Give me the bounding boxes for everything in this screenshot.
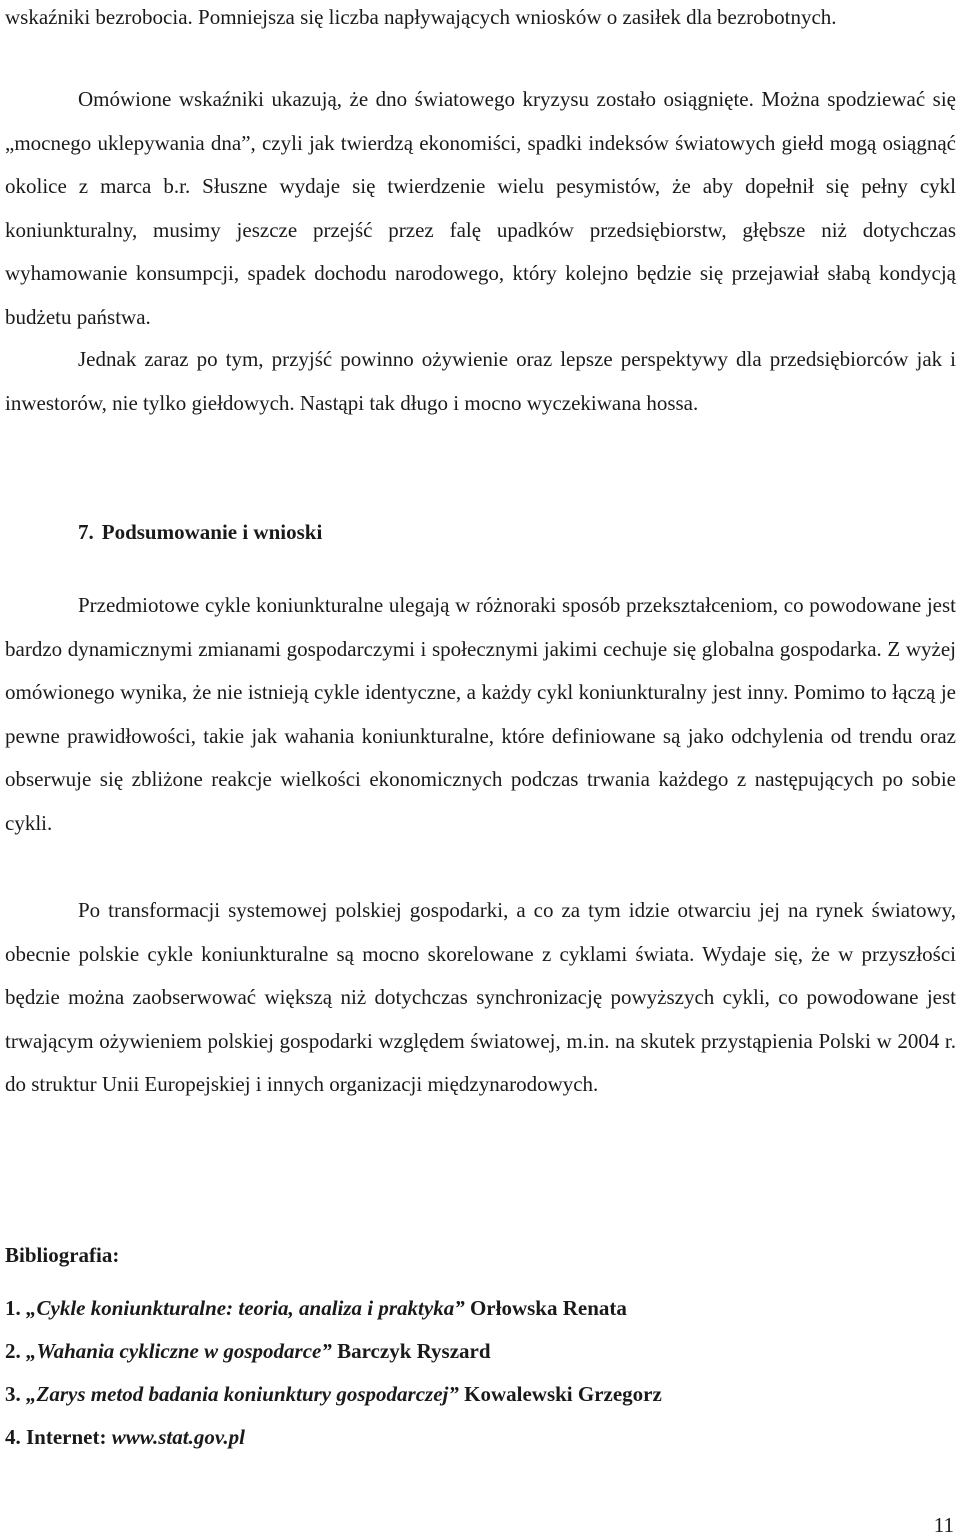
- section-title: Podsumowanie i wnioski: [101, 520, 323, 544]
- bibliography-item-author: Barczyk Ryszard: [331, 1339, 491, 1363]
- page-number: 11: [933, 1513, 954, 1537]
- bibliography-item: [5, 1416, 662, 1459]
- section-heading: [78, 517, 322, 547]
- bibliography-item: [5, 1287, 662, 1330]
- bibliography-item-number: 3.: [5, 1382, 26, 1406]
- bibliography-item-number: 4.: [5, 1425, 26, 1449]
- bibliography-list: [5, 1287, 662, 1459]
- paragraph-intro: wskaźniki bezrobocia. Pomniejsza się liczba napływających wniosków o zasiłek dla bezrobotnych.: [5, 5, 837, 29]
- bibliography-item: [5, 1330, 662, 1373]
- bibliography-item-title: „Cykle koniunkturalne: teoria, analiza i praktyka”: [26, 1296, 465, 1320]
- paragraph-indicators: Omówione wskaźniki ukazują, że dno światowego kryzysu zostało osiągnięte. Można spodziewać się „mocnego uklepywania dna”, czyli jak twierdzą ekonomiści, spadki indeksów światowych giełd mogą osiągnąć okolice z marca b.r. Słuszne wydaje się twierdzenie wielu pesymistów, że aby dopełnił się pełny cykl koniunkturalny, musimy jeszcze przejść przez falę upadków przedsiębiorstw, głębsze niż dotychczas wyhamowanie konsumpcji, spadek dochodu narodowego, który kolejno będzie się przejawiał słabą kondycją budżetu państwa.: [5, 87, 956, 329]
- bibliography-item-title: „Wahania cykliczne w gospodarce”: [26, 1339, 332, 1363]
- paragraph-summary-2: Po transformacji systemowej polskiej gospodarki, a co za tym idzie otwarciu jej na rynek światowy, obecnie polskie cykle koniunkturalne są mocno skorelowane z cyklami świata. Wydaje się, że w przyszłości będzie można zaobserwować większą niż dotychczas synchronizację powyższych cykli, co powodowane jest trwającym ożywieniem polskiej gospodarki względem światowej, m.in. na skutek przystąpienia Polski w 2004 r. do struktur Unii Europejskiej i innych organizacji międzynarodowych.: [5, 898, 956, 1096]
- bibliography-item-label: Internet:: [26, 1425, 112, 1449]
- bibliography-heading: Bibliografia:: [5, 1243, 120, 1267]
- bibliography-item-title: „Zarys metod badania koniunktury gospodarczej”: [26, 1382, 459, 1406]
- bibliography-item-number: 1.: [5, 1296, 26, 1320]
- bibliography-item: [5, 1373, 662, 1416]
- bibliography-item-url: www.stat.gov.pl: [111, 1425, 245, 1449]
- paragraph-summary-1: Przedmiotowe cykle koniunkturalne ulegają w różnoraki sposób przekształceniom, co powodowane jest bardzo dynamicznymi zmianami gospodarczymi i społecznymi jakimi cechuje się globalna gospodarka. Z wyżej omówionego wynika, że nie istnieją cykle identyczne, a każdy cykl koniunkturalny jest inny. Pomimo to łączą je pewne prawidłowości, takie jak wahania koniunkturalne, które definiowane są jako odchylenia od trendu oraz obserwuje się zbliżone reakcje wielkości ekonomicznych podczas trwania każdego z następujących po sobie cykli.: [5, 593, 956, 835]
- bibliography-item-author: Orłowska Renata: [464, 1296, 627, 1320]
- bibliography-item-author: Kowalewski Grzegorz: [458, 1382, 662, 1406]
- bibliography-item-number: 2.: [5, 1339, 26, 1363]
- paragraph-outlook: Jednak zaraz po tym, przyjść powinno ożywienie oraz lepsze perspektywy dla przedsiębiorców jak i inwestorów, nie tylko giełdowych. Nastąpi tak długo i mocno wyczekiwana hossa.: [5, 347, 956, 415]
- section-number: 7.: [78, 520, 94, 544]
